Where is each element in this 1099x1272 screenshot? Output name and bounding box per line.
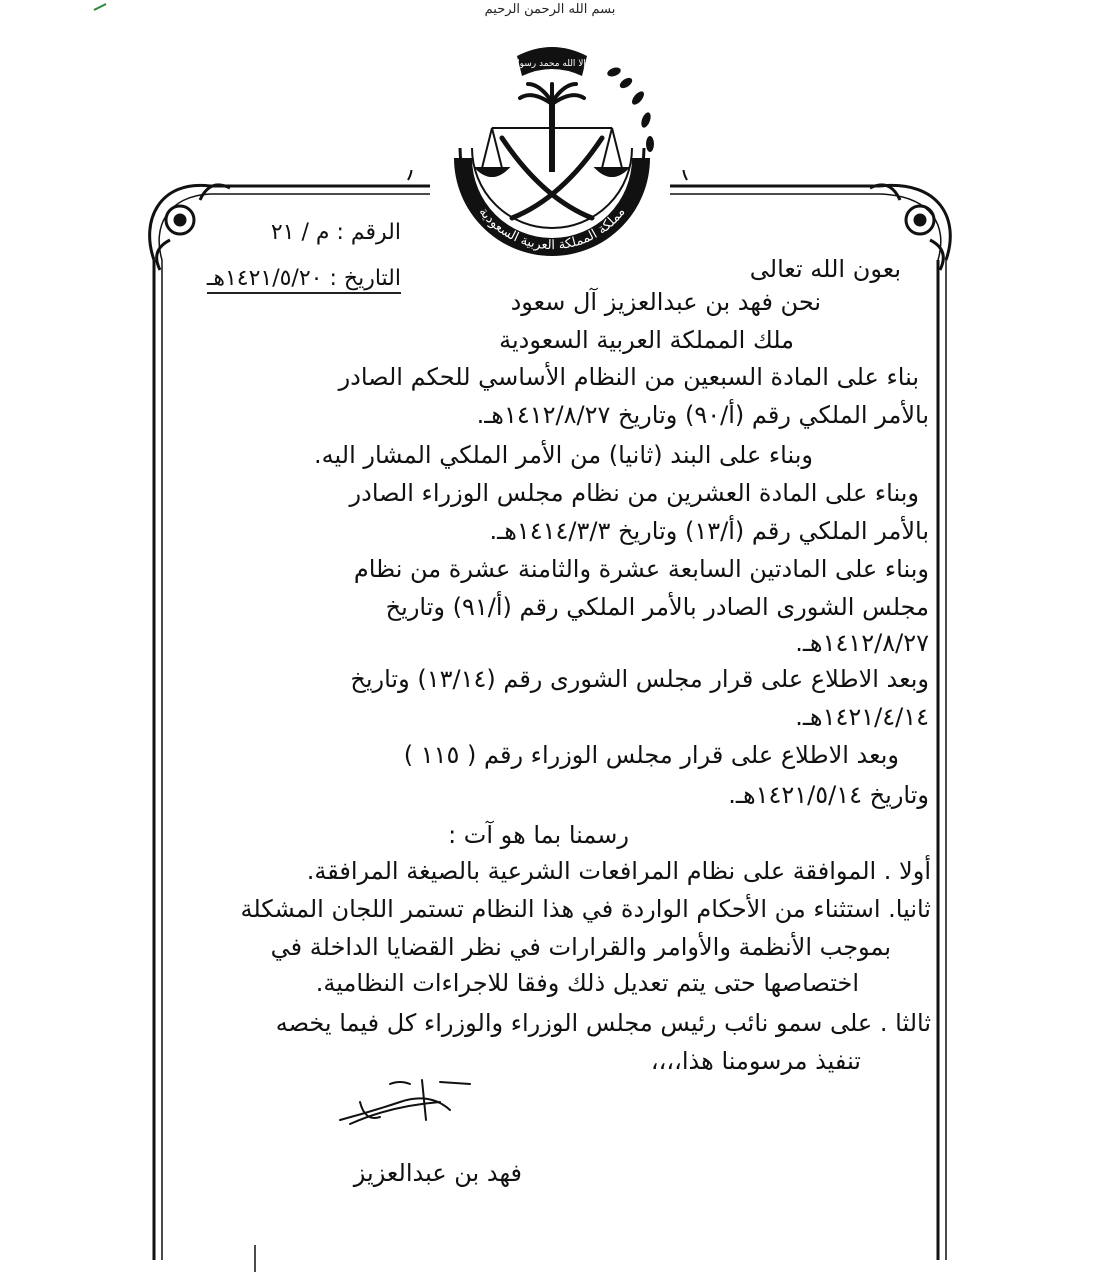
body-line: مجلس الشورى الصادر بالأمر الملكي رقم (أ/٩١) وتاريخ [385,593,929,621]
emblem-top-text: لا إله إلا الله محمد رسول الله [497,59,607,69]
article-second: ثانيا. استثناء من الأحكام الواردة في هذا النظام تستمر اللجان المشكلة [240,895,931,923]
emblem-ring-text: مملكة المملكة العربية السعودية [475,204,629,254]
body-line: بموجب الأنظمة والأوامر والقرارات في نظر القضايا الداخلة في [270,933,891,961]
body-line: ١٤٢١/٤/١٤هـ. [795,703,929,731]
body-line: وبعد الاطلاع على قرار مجلس الوزراء رقم ( ١١٥ ) [403,741,899,769]
handwritten-signature-icon [330,1072,480,1132]
article-third: ثالثا . على سمو نائب رئيس مجلس الوزراء والوزراء كل فيما يخصه [275,1009,931,1037]
body-line: وتاريخ ١٤٢١/٥/١٤هـ. [728,781,929,809]
margin-mark-icon [250,1245,260,1272]
body-line: اختصاصها حتى يتم تعديل ذلك وفقا للاجراءات النظامية. [315,969,859,997]
basmala: بسم الله الرحمن الرحيم [484,2,616,17]
king-name: نحن فهد بن عبدالعزيز آل سعود [510,288,821,316]
body-line: بالأمر الملكي رقم (أ/٩٠) وتاريخ ١٤١٢/٨/٢٧هـ. [476,401,929,429]
body-line: وبعد الاطلاع على قرار مجلس الشورى رقم (١٣/١٤) وتاريخ [350,665,929,693]
body-line: ١٤١٢/٨/٢٧هـ. [795,629,929,657]
document-date [207,264,401,294]
corner-tick-icon [92,0,122,14]
body-line: وبناء على المادة العشرين من نظام مجلس الوزراء الصادر [349,479,919,507]
document-date-text: التاريخ : ١٤٢١/٥/٢٠هـ [207,266,401,294]
body-line: تنفيذ مرسومنا هذا،،،، [650,1047,861,1075]
body-line: بالأمر الملكي رقم (أ/١٣) وتاريخ ١٤١٤/٣/٣هـ. [489,517,929,545]
invocation: بعون الله تعالى [749,255,901,283]
decree-intro: رسمنا بما هو آت : [448,821,629,849]
body-line: وبناء على البند (ثانيا) من الأمر الملكي المشار اليه. [314,441,813,469]
body-line: وبناء على المادتين السابعة عشرة والثامنة عشرة من نظام [353,555,929,583]
body-line: بناء على المادة السبعين من النظام الأساسي للحكم الصادر [338,363,919,391]
signatory-name: فهد بن عبدالعزيز [353,1159,522,1187]
article-first: أولا . الموافقة على نظام المرافعات الشرعية بالصيغة المرافقة. [306,857,931,885]
king-title: ملك المملكة العربية السعودية [499,326,794,354]
reference-number: الرقم : م / ٢١ [270,220,401,245]
